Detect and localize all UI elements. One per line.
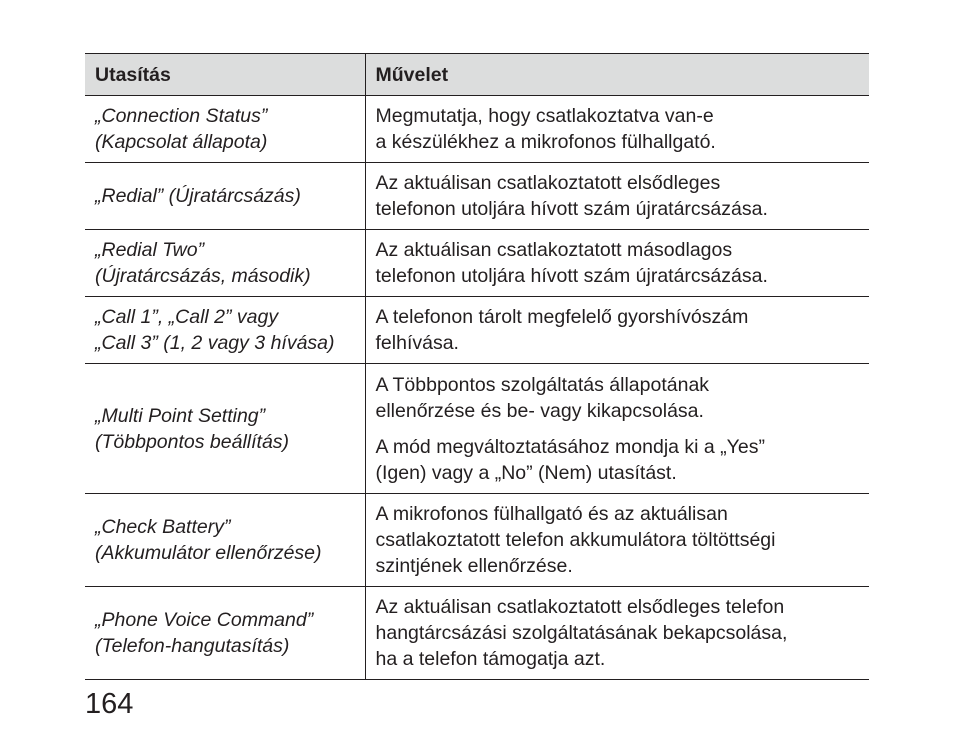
command-cell bbox=[85, 297, 365, 364]
command-line: (Akkumulátor ellenőrzése) bbox=[95, 542, 322, 564]
action-line: A mikrofonos fülhallgató és az aktuálisan bbox=[375, 503, 728, 525]
action-line: Az aktuálisan csatlakoztatott elsődleges bbox=[375, 172, 721, 194]
action-line: hangtárcsázási szolgáltatásának bekapcsolása, bbox=[375, 622, 788, 644]
action-line: Az aktuálisan csatlakoztatott elsődleges telefon bbox=[375, 596, 785, 618]
action-line: (Igen) vagy a „No” (Nem) utasítást. bbox=[375, 461, 677, 484]
command-line: (Kapcsolat állapota) bbox=[95, 131, 268, 153]
command-cell bbox=[85, 96, 365, 163]
action-cell bbox=[365, 494, 869, 587]
table-row bbox=[85, 364, 869, 494]
command-line: „Connection Status” bbox=[95, 105, 268, 127]
table-row bbox=[85, 587, 869, 680]
table-header-row bbox=[85, 54, 869, 96]
command-line: „Redial” (Újratárcsázás) bbox=[95, 185, 301, 207]
command-line: „Call 3” (1, 2 vagy 3 hívása) bbox=[95, 332, 335, 354]
voice-command-table bbox=[85, 53, 869, 680]
table-row bbox=[85, 297, 869, 364]
action-cell bbox=[365, 364, 869, 494]
command-cell bbox=[85, 494, 365, 587]
action-line: csatlakoztatott telefon akkumulátora töltöttségi bbox=[375, 529, 776, 551]
command-line: „Phone Voice Command” bbox=[95, 609, 314, 631]
table-row bbox=[85, 230, 869, 297]
action-line: Az aktuálisan csatlakoztatott másodlagos bbox=[375, 239, 733, 261]
command-cell bbox=[85, 587, 365, 680]
command-line: „Redial Two” bbox=[95, 239, 205, 261]
action-cell bbox=[365, 230, 869, 297]
command-line: „Check Battery” bbox=[95, 516, 231, 538]
action-cell bbox=[365, 587, 869, 680]
command-line: (Többpontos beállítás) bbox=[95, 430, 290, 453]
command-cell bbox=[85, 163, 365, 230]
command-cell bbox=[85, 230, 365, 297]
action-line: Megmutatja, hogy csatlakoztatva van-e bbox=[375, 105, 714, 127]
action-line: A telefonon tárolt megfelelő gyorshívószám bbox=[375, 306, 749, 328]
action-cell bbox=[365, 96, 869, 163]
header-command bbox=[85, 54, 365, 96]
header-command-label: Utasítás bbox=[95, 63, 171, 86]
action-line: felhívása. bbox=[375, 332, 459, 354]
table-row bbox=[85, 163, 869, 230]
action-line: ha a telefon támogatja azt. bbox=[375, 648, 606, 670]
action-line: ellenőrzése és be- vagy kikapcsolása. bbox=[375, 399, 704, 422]
header-action-label: Művelet bbox=[375, 63, 449, 86]
action-line: telefonon utoljára hívott szám újratárcsázása. bbox=[375, 265, 768, 287]
action-line: A mód megváltoztatásához mondja ki a „Yes” bbox=[375, 435, 765, 458]
command-line: (Újratárcsázás, második) bbox=[95, 265, 311, 287]
command-line: „Call 1”, „Call 2” vagy bbox=[95, 306, 279, 328]
command-line: „Multi Point Setting” bbox=[95, 404, 266, 427]
header-action bbox=[365, 54, 869, 96]
command-cell bbox=[85, 364, 365, 494]
action-line: A Többpontos szolgáltatás állapotának bbox=[375, 373, 710, 396]
action-line: a készülékhez a mikrofonos fülhallgató. bbox=[375, 131, 716, 153]
action-cell bbox=[365, 297, 869, 364]
action-line: szintjének ellenőrzése. bbox=[375, 555, 573, 577]
action-cell bbox=[365, 163, 869, 230]
table-row bbox=[85, 96, 869, 163]
command-line: (Telefon-hangutasítás) bbox=[95, 635, 290, 657]
table-row bbox=[85, 494, 869, 587]
page-number: 164 bbox=[85, 688, 134, 720]
action-line: telefonon utoljára hívott szám újratárcsázása. bbox=[375, 198, 768, 220]
